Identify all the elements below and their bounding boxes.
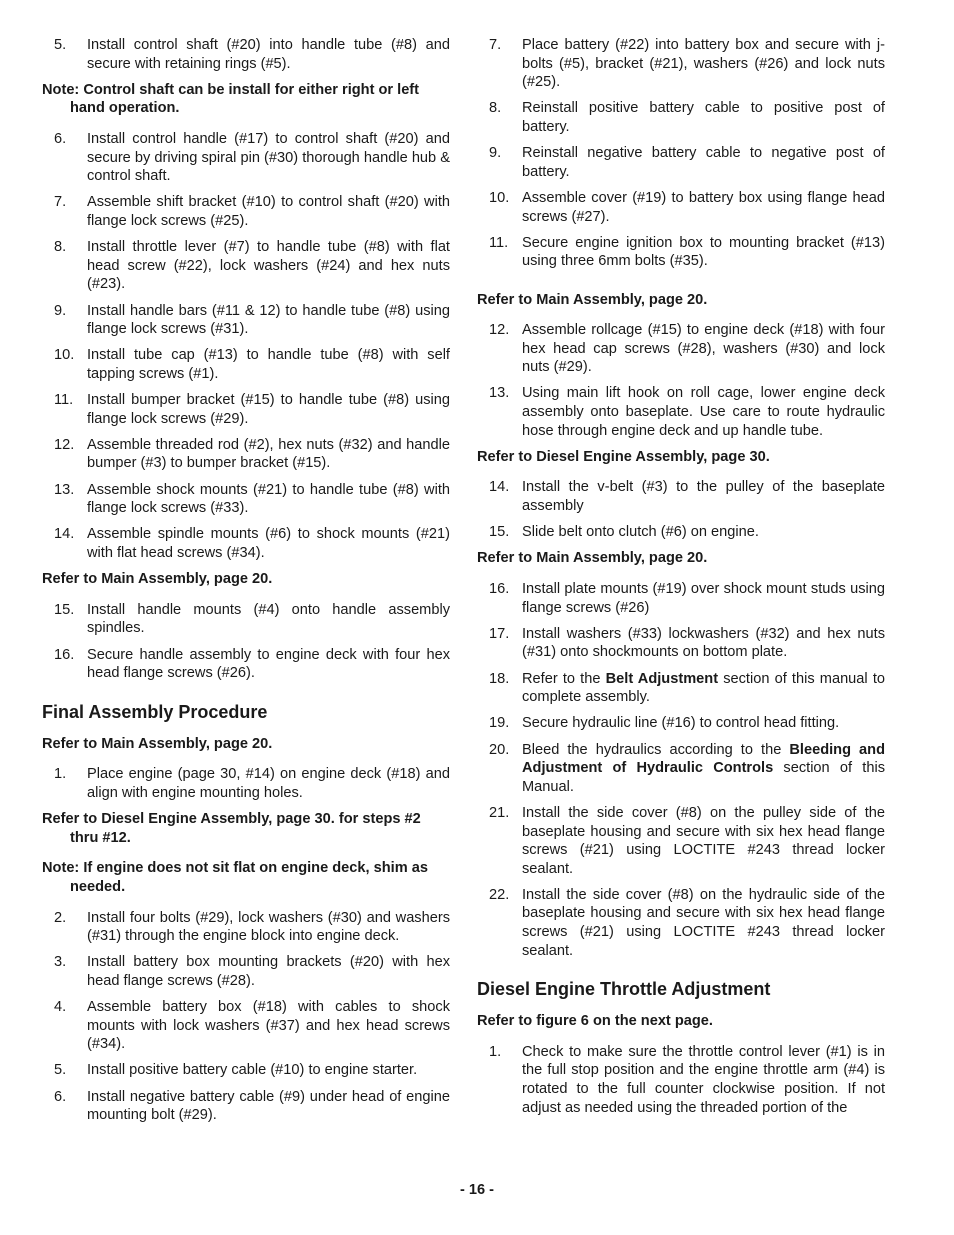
item-number: 6. [54,1088,67,1105]
item-number: 16. [489,581,510,597]
item-number: 11. [54,392,74,409]
item-text: Bleed the hydraulics according to the Bleeding and Adjustment of Hydraulic Controls section of this Manual. [522,741,885,795]
note: Note: Control shaft can be install for either right or left hand operation. [42,81,420,117]
item-text: Assemble threaded rod (#2), hex nuts (#32) and handle bumper (#3) to bumper bracket (#15). [87,436,450,472]
section-heading: Diesel Engine Throttle Adjustment [477,979,771,1000]
list-item [477,99,885,136]
list-item [42,909,450,946]
item-number: 18. [489,670,510,687]
list-section [42,601,450,683]
list-section [477,1043,885,1117]
item-text: Assemble rollcage (#15) to engine deck (#18) with four hex head cap screws (#28), washers (#30) and lock nuts (#29). [522,322,885,376]
list-item [42,1061,450,1080]
item-number: 14. [489,479,510,496]
list-item [42,998,450,1054]
item-number: 10. [54,347,75,364]
list-item [477,478,885,515]
right-column [477,36,885,1125]
list-item [42,238,450,294]
item-text: Assemble spindle mounts (#6) to shock mounts (#21) with flat head screws (#34). [87,526,450,561]
item-text: Assemble battery box (#18) with cables to shock mounts with lock washers (#37) and hex head screws (#34). [87,999,450,1053]
item-text: Install handle mounts (#4) onto handle assembly spindles. [87,601,450,637]
item-text: Install throttle lever (#7) to handle tube (#8) with flat head screw (#22), lock washers (#24) and hex nuts (#23). [87,239,450,293]
reference-line: Refer to Main Assembly, page 20. [477,291,708,308]
reference-line: Refer to Diesel Engine Assembly, page 30. [477,448,770,465]
item-number: 13. [54,481,75,498]
item-text: Install plate mounts (#19) over shock mount studs using flange screws (#26) [522,581,885,616]
item-text: Install positive battery cable (#10) to engine starter. [87,1062,418,1079]
item-number: 5. [54,37,67,53]
list-item [42,1088,450,1125]
item-number: 1. [54,766,67,783]
item-text: Place battery (#22) into battery box and secure with j-bolts (#5), bracket (#21), washers (#26) and lock nuts (#25). [522,37,885,91]
item-number: 15. [489,524,510,541]
item-number: 8. [489,100,502,117]
list-item [42,391,450,428]
item-text: Refer to the Belt Adjustment section of this manual to complete assembly. [522,670,885,706]
reference-line: Refer to Diesel Engine Assembly, page 30. for steps #2 thru #12. [42,811,421,846]
list-section [477,804,885,960]
item-number: 5. [54,1062,67,1079]
item-text: Reinstall positive battery cable to positive post of battery. [522,100,885,135]
item-text: Install battery box mounting brackets (#20) with hex head flange screws (#28). [87,954,450,989]
item-number: 14. [54,526,75,543]
item-text: Check to make sure the throttle control lever (#1) is in the full stop position and the engine throttle arm (#4) is rotated to the full counter clockwise position. If not adjust as needed using the threaded portion of the [522,1043,885,1116]
item-text: Using main lift hook on roll cage, lower engine deck assembly onto baseplate. Use care to route hydraulic hose through engine deck and up handle tube. [522,385,885,439]
item-number: 19. [489,715,510,732]
list-item [42,130,450,186]
list-item [42,765,450,802]
item-number: 6. [54,130,67,147]
list-section [477,580,885,662]
list-item [42,346,450,383]
item-number: 15. [54,601,75,618]
list-item [477,189,885,226]
item-number: 2. [54,909,67,926]
item-number: 17. [489,625,510,642]
list-item [477,384,885,440]
item-text: Place engine (page 30, #14) on engine deck (#18) and align with engine mounting holes. [87,766,450,801]
item-text: Install four bolts (#29), lock washers (#30) and washers (#31) through the engine block into engine deck. [87,909,450,945]
item-text: Assemble cover (#19) to battery box using flange head screws (#27). [522,189,885,225]
left-column [42,36,450,1132]
list-item [42,481,450,518]
item-number: 20. [489,741,510,758]
item-text: Install the v-belt (#3) to the pulley of the baseplate assembly [522,479,885,515]
item-number: 4. [54,999,67,1016]
list-item [477,804,885,878]
item-number: 9. [489,145,502,162]
reference-line: Refer to Main Assembly, page 20. [477,550,708,567]
section-heading: Final Assembly Procedure [42,701,268,722]
item-text: Install handle bars (#11 & 12) to handle tube (#8) using flange lock screws (#31). [87,302,450,338]
item-number: 7. [489,37,502,53]
list-section [42,909,450,1125]
list-section [477,478,885,541]
reference-line: Refer to figure 6 on the next page. [477,1013,713,1030]
item-text: Install control shaft (#20) into handle tube (#8) and secure with retaining rings (#5). [87,37,450,72]
list-item [42,953,450,990]
item-number: 9. [54,302,67,319]
list-section [477,36,885,271]
item-text: Assemble shift bracket (#10) to control shaft (#20) with flange lock screws (#25). [87,194,450,229]
item-text: Install negative battery cable (#9) under head of engine mounting bolt (#29). [87,1088,450,1124]
item-text: Reinstall negative battery cable to negative post of battery. [522,145,885,180]
list-item [42,601,450,638]
item-text: Assemble shock mounts (#21) to handle tube (#8) with flange lock screws (#33). [87,481,450,517]
list-item [477,144,885,181]
list-section [477,321,885,440]
item-text: Install bumper bracket (#15) to handle tube (#8) using flange lock screws (#29). [87,392,450,427]
item-number: 8. [54,239,67,256]
list-section [42,765,450,802]
list-item [42,525,450,562]
list-section [42,130,450,563]
item-number: 22. [489,886,510,903]
list-item [477,36,885,92]
item-text: Install the side cover (#8) on the hydraulic side of the baseplate housing and secure with six hex head flange screws (#21) using LOCTITE #243 thread locker sealant. [522,886,885,959]
list-item [477,523,885,542]
page-number: - 16 - [459,1182,495,1198]
list-item [477,321,885,377]
item-text: Install tube cap (#13) to handle tube (#8) with self tapping screws (#1). [87,347,450,382]
reference-line: Refer to Main Assembly, page 20. [42,735,273,752]
list-item [477,580,885,617]
item-number: 12. [54,436,75,453]
item-text: Install control handle (#17) to control shaft (#20) and secure by driving spiral pin (#30) thorough handle hub & control shaft. [87,130,450,185]
list-item [42,302,450,339]
list-item [42,436,450,473]
list-item [42,646,450,683]
item-text: Install washers (#33) lockwashers (#32) and hex nuts (#31) onto shockmounts on bottom plate. [522,625,885,661]
list-section [42,36,450,73]
list-item [477,625,885,662]
reference-line: Refer to Main Assembly, page 20. [42,571,273,588]
item-number: 16. [54,646,75,663]
item-number: 10. [489,189,510,206]
list-item [477,741,885,797]
item-number: 7. [54,194,67,211]
item-number: 12. [489,322,510,339]
item-number: 21. [489,804,510,821]
list-item [42,193,450,230]
list-item [477,886,885,960]
item-text: Secure hydraulic line (#16) to control head fitting. [522,715,840,732]
list-item [42,36,450,73]
list-item [477,1043,885,1117]
note: Note: If engine does not sit flat on engine deck, shim as needed. [42,860,428,895]
item-text: Secure handle assembly to engine deck with four hex head flange screws (#26). [87,646,450,682]
list-item [477,234,885,271]
item-number: 13. [489,385,510,402]
list-item [477,714,885,733]
item-number: 3. [54,954,67,971]
item-text: Secure engine ignition box to mounting bracket (#13) using three 6mm bolts (#35). [522,234,885,270]
item-number: 1. [489,1043,502,1060]
list-item [477,670,885,707]
item-text: Install the side cover (#8) on the pulley side of the baseplate housing and secure with six hex head flange screws (#21) using LOCTITE #243 thread locker sealant. [522,804,885,877]
item-text: Slide belt onto clutch (#6) on engine. [522,524,759,541]
item-number: 11. [489,234,509,251]
